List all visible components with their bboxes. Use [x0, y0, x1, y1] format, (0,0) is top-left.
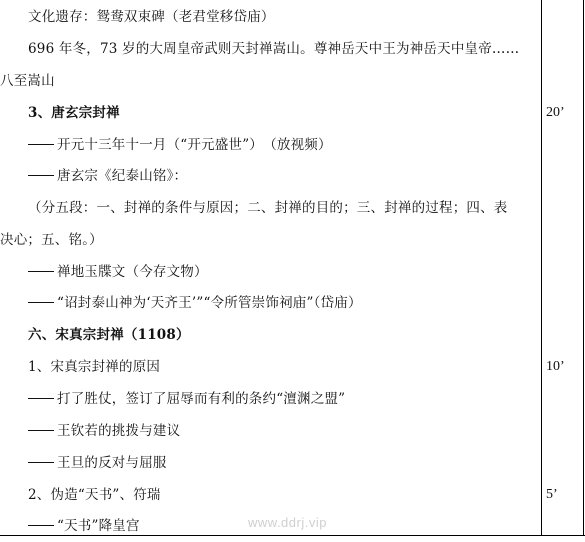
text-chanyuan: 打了胜仗，签订了屈辱而有利的条约“澶渊之盟” — [57, 391, 346, 407]
section-heading-song: 六、宋真宗封禅（1108） — [28, 327, 190, 343]
text-line-tianshu: 2、伪造“天书”、符瑞 — [28, 487, 161, 503]
text-line-five-sections-cont: 决心；五、铭。） — [0, 232, 103, 248]
text-line-heritage: 文化遗存：鸳鸯双束碑（老君堂移岱庙） — [28, 9, 275, 25]
text-line-wuzetian: 696 年冬，73 岁的大周皇帝武则天封禅嵩山。尊神岳天中王为神岳天中皇帝…… — [28, 41, 520, 57]
text-wangdan: 王旦的反对与屈服 — [57, 455, 167, 471]
text-line-five-sections: （分五段：一、封禅的条件与原因；二、封禅的目的；三、封禅的过程；四、表 — [28, 200, 508, 216]
text-line-song-reason: 1、宋真宗封禅的原因 — [28, 359, 161, 375]
text-line-yudie — [28, 263, 208, 281]
dash-mark — [28, 302, 54, 303]
text-jitaishanming: 唐玄宗《纪泰山铭》： — [57, 168, 188, 184]
text-tianqiwang: “诏封泰山神为‘天齐王’”“令所管崇饰祠庙”（岱庙） — [57, 295, 362, 311]
table-right-border — [583, 0, 584, 536]
text-tianshu-palace: “天书”降皇宫 — [57, 518, 140, 534]
text-wangqinruo: 王钦若的挑拨与建议 — [57, 423, 181, 439]
table-bottom-border — [0, 535, 585, 536]
dash-mark — [28, 430, 54, 431]
table-divider — [541, 0, 542, 536]
section-heading-xuanzong: 3、唐玄宗封禅 — [28, 105, 120, 121]
text-yudie: 禅地玉牒文（今存文物） — [57, 264, 208, 280]
text-line-wangdan — [28, 454, 167, 472]
text-line-jitaishanming — [28, 167, 187, 185]
dash-mark — [28, 398, 54, 399]
time-label-tianshu: 5’ — [546, 487, 558, 502]
text-line-kaiyuan — [28, 136, 332, 154]
watermark-text: www.ddrj.vip — [248, 515, 327, 530]
dash-mark — [28, 462, 54, 463]
time-label-song: 10’ — [546, 359, 565, 374]
text-kaiyuan: 开元十三年十一月（“开元盛世”） （放视频） — [57, 137, 332, 153]
dash-mark — [28, 175, 54, 176]
dash-mark — [28, 525, 54, 526]
dash-mark — [28, 144, 54, 145]
text-line-wangqinruo — [28, 422, 180, 440]
dash-mark — [28, 271, 54, 272]
time-label-xuanzong: 20’ — [546, 105, 565, 120]
text-line-chanyuan — [28, 390, 345, 408]
text-line-tianshu-palace — [28, 517, 140, 535]
text-line-tianqiwang — [28, 294, 362, 312]
text-line-wuzetian-cont: 八至嵩山 — [0, 73, 55, 89]
